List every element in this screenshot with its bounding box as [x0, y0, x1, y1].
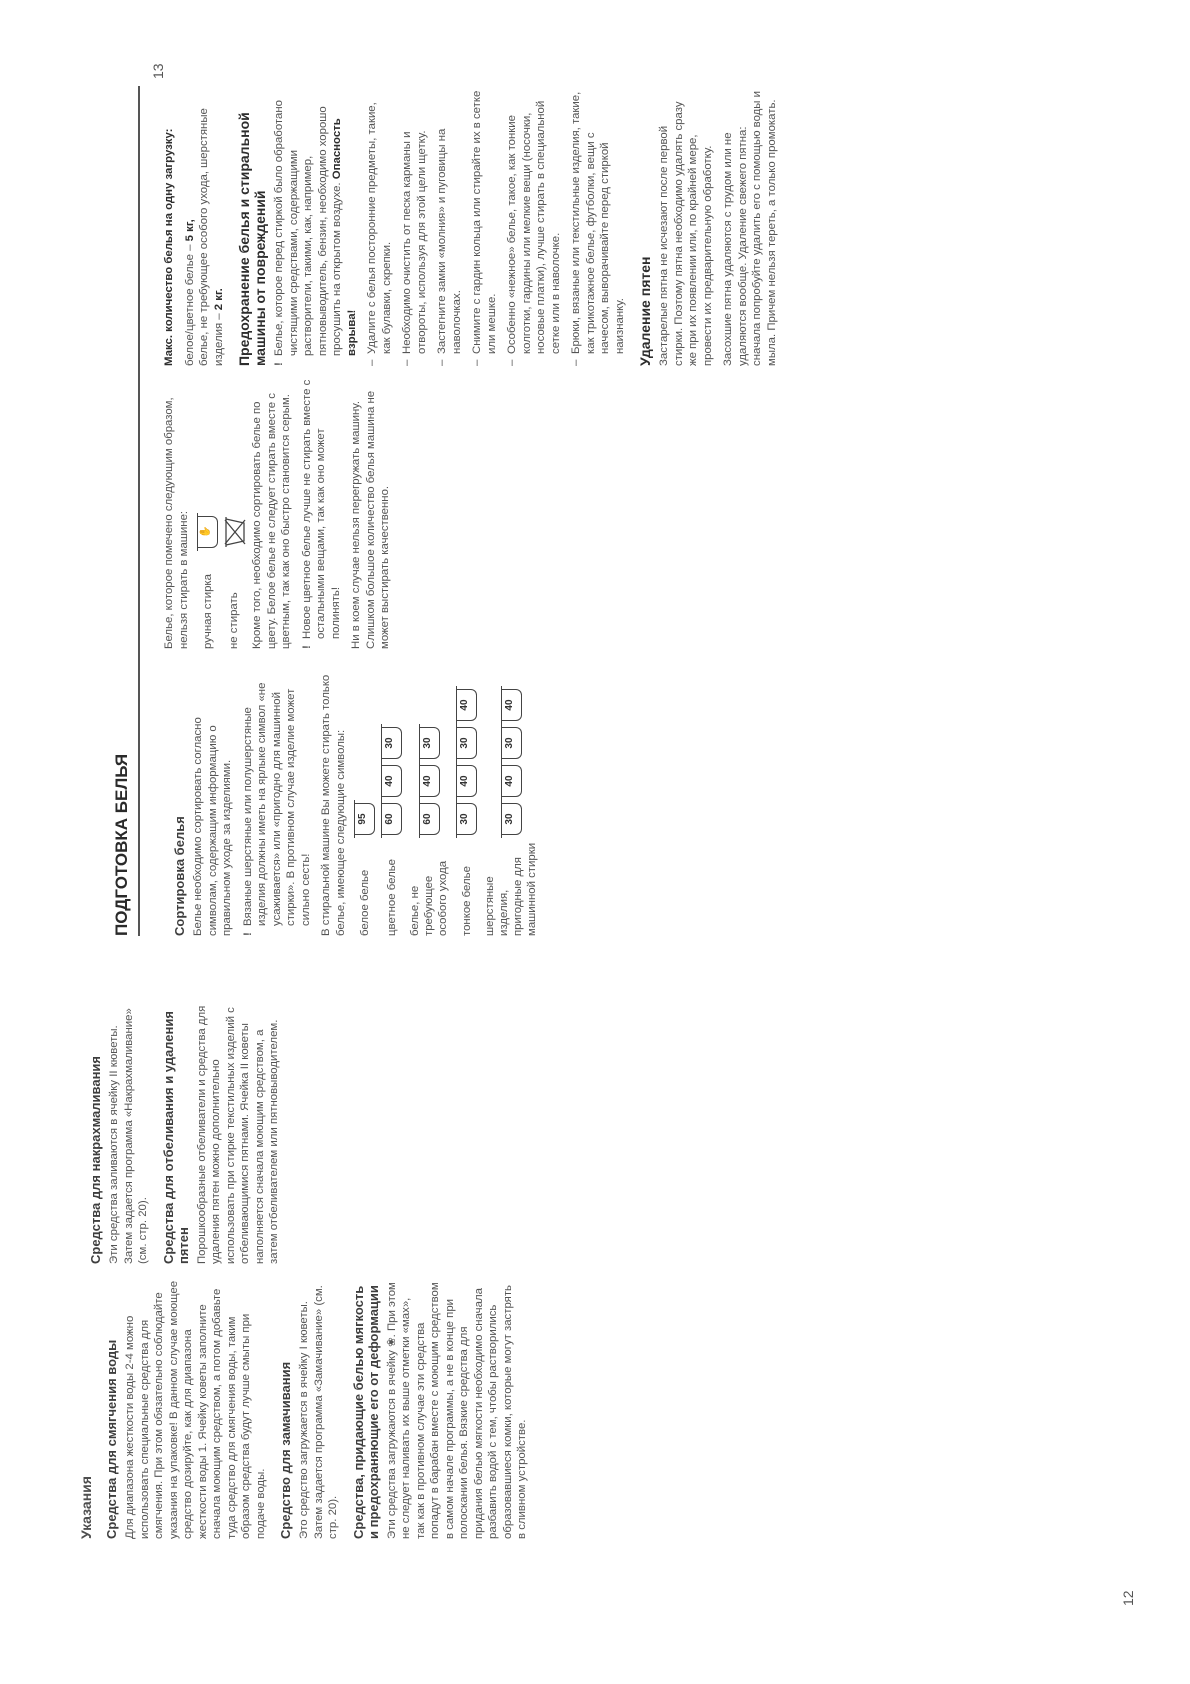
- do-not-wash-icon: [224, 518, 244, 548]
- page-title: ПОДГОТОВКА БЕЛЬЯ: [112, 86, 140, 936]
- left-column-2: [78, 1004, 288, 1264]
- care-row-wool: [483, 666, 539, 936]
- stains-text: Застарелые пятна не исчезают после первой стирки. Поэтому пятна необходимо удалять сразу же при их появлении или, по крайней мере, провести их предварительную обработку.: [658, 101, 714, 366]
- sorting-title: Сортировка белья: [172, 816, 187, 936]
- forbidden-text: Белье, которое помечено следующим образом, нельзя стирать в машине:: [163, 397, 190, 649]
- care-label: белое белье: [358, 869, 371, 936]
- max-load-values: белое/цветное белье – 5 кг, белье, не требующее особого ухода, шерстяные изделия – 2 кг.: [183, 108, 225, 366]
- wash-temp-icon: 40: [501, 689, 522, 721]
- section-title: Средства для отбеливания и удаления пятен: [160, 1011, 191, 1264]
- page-number-right: 13: [150, 63, 166, 79]
- max-load-title: Макс. количество белья на одну загрузку:: [163, 128, 175, 366]
- page-number-left: 12: [1120, 1590, 1136, 1606]
- color-sort-text: Кроме того, необходимо сортировать белье по цвету. Белое белье не следует стирать вместе с цветным, так как оно быстро становится серым.: [251, 393, 292, 649]
- section-text: Порошкообразные отбеливатели и средства для удаления пятен можно дополнительно использовать при стирке текстильных изделий с отбеливающимися пятнами. Ячейка II коветы наполняется сначала моющим средством, а затем отбеливателем или пятновыводителем.: [195, 1005, 280, 1264]
- section-text: Эти средства заливаются в ячейку II кюветы. Затем задается программа «Накрахмаливание» (см. стр. 20).: [108, 1008, 149, 1264]
- section-title: Средство для замачивания: [278, 1361, 293, 1539]
- care-label: цветное белье: [385, 858, 398, 936]
- section-text: Это средство загружается в ячейку I кюветы. Затем задается программа «Замачивание» (см. стр. 20).: [298, 1285, 339, 1539]
- care-label: тонкое белье: [460, 866, 473, 936]
- right-column-2: [162, 379, 399, 649]
- overload-text: Ни в коем случае нельзя перегружать машину. Слишком большое количество белья машина не может выстирать качественно.: [350, 390, 391, 649]
- wash-temp-icon: 60: [419, 803, 440, 835]
- wash-temp-icon: 30: [501, 803, 522, 835]
- wash-temp-icon: 40: [456, 765, 477, 797]
- list-item: – Застегните замки «молния» и пуговицы на наволочках.: [435, 86, 464, 366]
- care-label: ручная стирка: [201, 574, 214, 649]
- wash-temp-icon: 30: [501, 727, 522, 759]
- wash-temp-icon: 40: [501, 765, 522, 797]
- left-header: Указания: [78, 1476, 94, 1539]
- right-column-3: [162, 86, 785, 366]
- right-column-1: [162, 666, 545, 936]
- care-label: шерстяные изделия, пригодные для машинной стирки: [484, 842, 538, 936]
- stains-title: Удаление пятен: [637, 256, 653, 366]
- wash-temp-icon: 40: [419, 765, 440, 797]
- wool-warning: ! Вязаные шерстяные или полушерстяные изделия должны иметь на ярлыке символ «не усаживается» или «пригодно для машинной стирки». В противном случае изделие может сильно сесть!: [241, 666, 314, 936]
- care-row-delicate: [456, 666, 477, 936]
- wash-temp-icon: 30: [419, 727, 440, 759]
- new-colored-warning: ! Новое цветное белье лучше не стирать вместе с остальными вещами, так как оно может полинять!: [300, 379, 344, 649]
- wash-temp-icon: 30: [456, 803, 477, 835]
- care-row-no-wash: [224, 379, 244, 649]
- list-item: – Снимите с гардин кольца или стирайте их в сетке или мешке.: [470, 86, 499, 366]
- wash-temp-icon: 30: [381, 727, 402, 759]
- section-title: Средства, придающие белью мягкость и предохраняющие его от деформации: [350, 1285, 381, 1539]
- machine-wash-text: В стиральной машине Вы можете стирать только белье, имеющее следующие символы:: [320, 674, 347, 936]
- care-row-hand-wash: [197, 379, 218, 649]
- care-label: белье, не требующее особого ухода: [409, 860, 449, 936]
- solvent-warning: ! Белье, которое перед стиркой было обработано чистящими средствами, содержащими растворители, такими, как, например, пятновыводитель, бензин, необходимо хорошо просушить на открытом воздухе. Опасность взрыва!: [272, 86, 359, 366]
- section-title: Средства для накрахмаливания: [88, 1056, 103, 1264]
- hand-wash-icon: ✋: [197, 516, 218, 548]
- wash-temp-icon: 30: [456, 727, 477, 759]
- care-label: не стирать: [228, 592, 240, 649]
- left-column-1: [78, 1279, 536, 1539]
- wash-temp-icon: 40: [381, 765, 402, 797]
- care-row-white: [354, 666, 375, 936]
- list-item: – Особенно «нежное» белье, такое, как тонкие колготки, гардины или мелкие вещи (носочки, носовые платки), лучше стирать в специальной сетке или в наволочке.: [505, 86, 563, 366]
- wash-temp-icon: 40: [456, 689, 477, 721]
- wash-temp-icon: 95: [354, 803, 375, 835]
- sorting-intro: Белье необходимо сортировать согласно символам, содержащим информацию о правильном уходе за изделиями.: [192, 717, 233, 936]
- wash-temp-icon: 60: [381, 803, 402, 835]
- section-text: Эти средства загружаются в ячейку ❀. При этом не следует наливать их выше отметки «мах», так как в противном случае эти средства попадут в барабан вместе с моющим средством в самом начале программы, а не в конце при полоскании белья. Вязкие средства для придания белью мягкости необходимо сначала разбавить водой с тем, чтобы растворились образовавшиеся комки, которые могут застрять в сливном устройстве.: [385, 1282, 528, 1539]
- care-row-colored: [381, 666, 402, 936]
- list-item: – Удалите с белья посторонние предметы, такие, как булавки, скрепки.: [365, 86, 394, 366]
- section-text: Для диапазона жесткости воды 2-4 можно использовать специальные средства для смягчения. При этом обязательно соблюдайте указания на упаковке! В данном случае моющее средство дозируйте, как для диапазона жесткости воды 1. Ячейку коветы заполните сначала моющим средством, а потом добавьте туда средство для смягчения воды, таким образом средства будут лучше смыты при подаче воды.: [124, 1280, 267, 1539]
- list-item: – Необходимо очистить от песка карманы и отвороты, используя для этой цели щетку.: [400, 86, 429, 366]
- protection-title: Предохранение белья и стиральной машины от повреждений: [236, 112, 268, 366]
- section-title: Средства для смягчения воды: [104, 1339, 119, 1539]
- list-item: – Брюки, вязаные или текстильные изделия, такие, как трикотажное белье, футболки, вещи с начесом, выворачивайте перед стиркой наизнанку.: [569, 86, 627, 366]
- stains-text: Засохшие пятна удаляются с трудом или не удаляются вообще. Удаление свежего пятна: сначала попробуйте удалить его с помощью воды и мыла. Причем нельзя тереть, а только промокать.: [722, 90, 778, 366]
- care-row-easy-care: [408, 666, 450, 936]
